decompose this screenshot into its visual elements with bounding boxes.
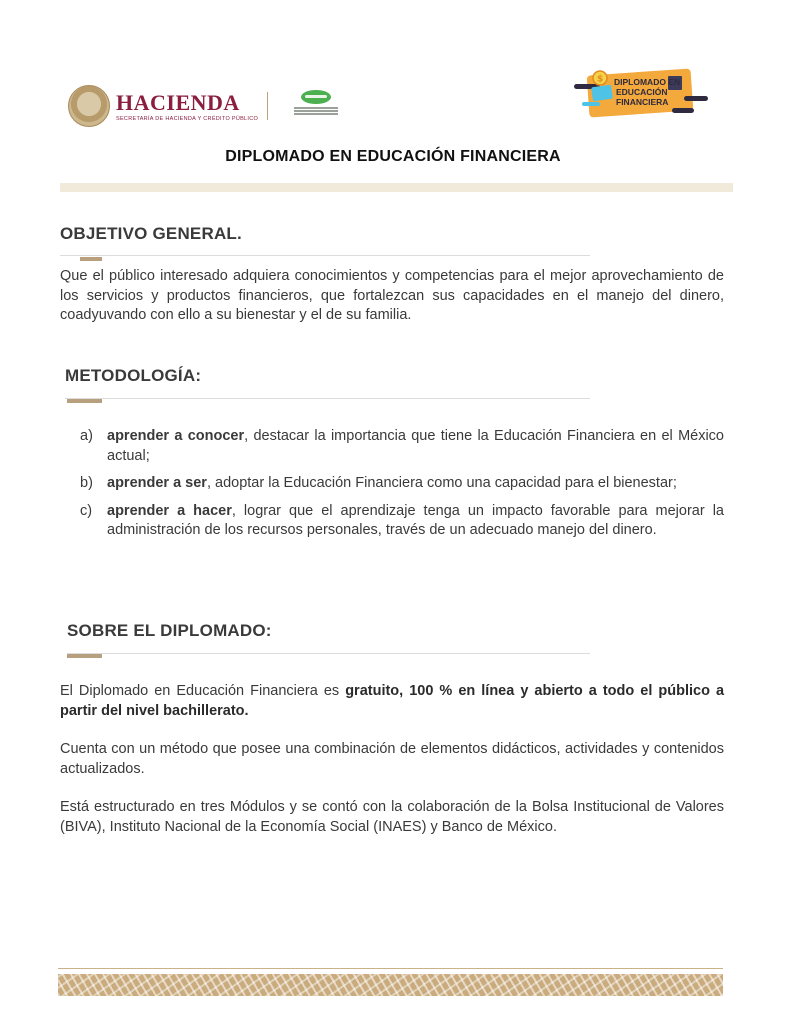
list-marker: a) xyxy=(80,428,93,444)
svg-text:$: $ xyxy=(597,74,604,85)
brand-title: HACIENDA xyxy=(116,89,240,115)
sobre-rule xyxy=(67,653,590,654)
list-item-bold: aprender a conocer xyxy=(107,428,245,444)
logo-divider xyxy=(267,92,268,120)
national-seal-icon xyxy=(68,85,110,127)
list-item-bold: aprender a ser xyxy=(107,475,207,491)
list-item-text: , destacar la importancia que tiene la Educación Financiera en el México actual; xyxy=(107,428,724,464)
list-item xyxy=(80,474,724,494)
badge-line-2: EDUCACIÓN xyxy=(616,87,668,97)
metodologia-heading: METODOLOGÍA: xyxy=(65,366,202,385)
badge-line-1: DIPLOMADO EN xyxy=(614,77,681,87)
sobre-paragraph-3: Está estructurado en tres Módulos y se contó con la colaboración de la Bolsa Institucional de Valores (BIVA), Instituto Nacional de la Economía Social (INAES) y Banco de México. xyxy=(60,799,724,835)
objetivo-text: Que el público interesado adquiera conocimientos y competencias para el mejor aprovechamiento de los servicios y productos financieros, que fortalezcan sus capacidades en el manejo del dinero, coadyuvando con ello a su bienestar y el de su familia. xyxy=(60,268,724,323)
list-item-bold: aprender a hacer xyxy=(107,502,232,519)
objetivo-rule xyxy=(60,255,590,256)
footer-line xyxy=(58,968,723,969)
badge-line-3: FINANCIERA xyxy=(616,97,669,107)
title-band xyxy=(60,183,733,192)
metodologia-list xyxy=(80,427,724,549)
list-marker: c) xyxy=(80,502,93,519)
sobre-accent xyxy=(67,654,102,658)
list-item xyxy=(80,502,724,541)
sobre-paragraph-2: Cuenta con un método que posee una combinación de elementos didácticos, actividades y contenidos actualizados. xyxy=(60,741,724,777)
metodologia-accent xyxy=(67,399,102,403)
list-marker: b) xyxy=(80,475,93,491)
brand-subtitle: SECRETARÍA DE HACIENDA Y CRÉDITO PÚBLICO xyxy=(116,115,259,122)
metodologia-rule xyxy=(65,398,590,399)
footer-pattern xyxy=(58,974,723,996)
sobre-p1-bold: gratuito, 100 % en línea y abierto a todo el público a partir del nivel bachillerato. xyxy=(60,683,725,719)
list-item xyxy=(80,427,724,466)
sobre-p1-text: El Diplomado en Educación Financiera es xyxy=(60,683,346,699)
hacienda-logo xyxy=(68,84,258,128)
objetivo-heading: OBJETIVO GENERAL. xyxy=(60,224,242,243)
objetivo-accent xyxy=(80,257,102,261)
sobre-paragraph-1 xyxy=(60,682,724,721)
diplomado-badge xyxy=(572,66,710,122)
document-title: DIPLOMADO EN EDUCACIÓN FINANCIERA xyxy=(225,148,561,165)
sobre-heading: SOBRE EL DIPLOMADO: xyxy=(67,621,272,640)
list-item-text: , lograr que el aprendizaje tenga un impacto favorable para mejorar la administración de los recursos personales, través de un adecuado manejo del dinero. xyxy=(107,502,724,538)
condusef-logo xyxy=(292,90,340,118)
list-item-text: , adoptar la Educación Financiera como una capacidad para el bienestar; xyxy=(206,475,677,491)
